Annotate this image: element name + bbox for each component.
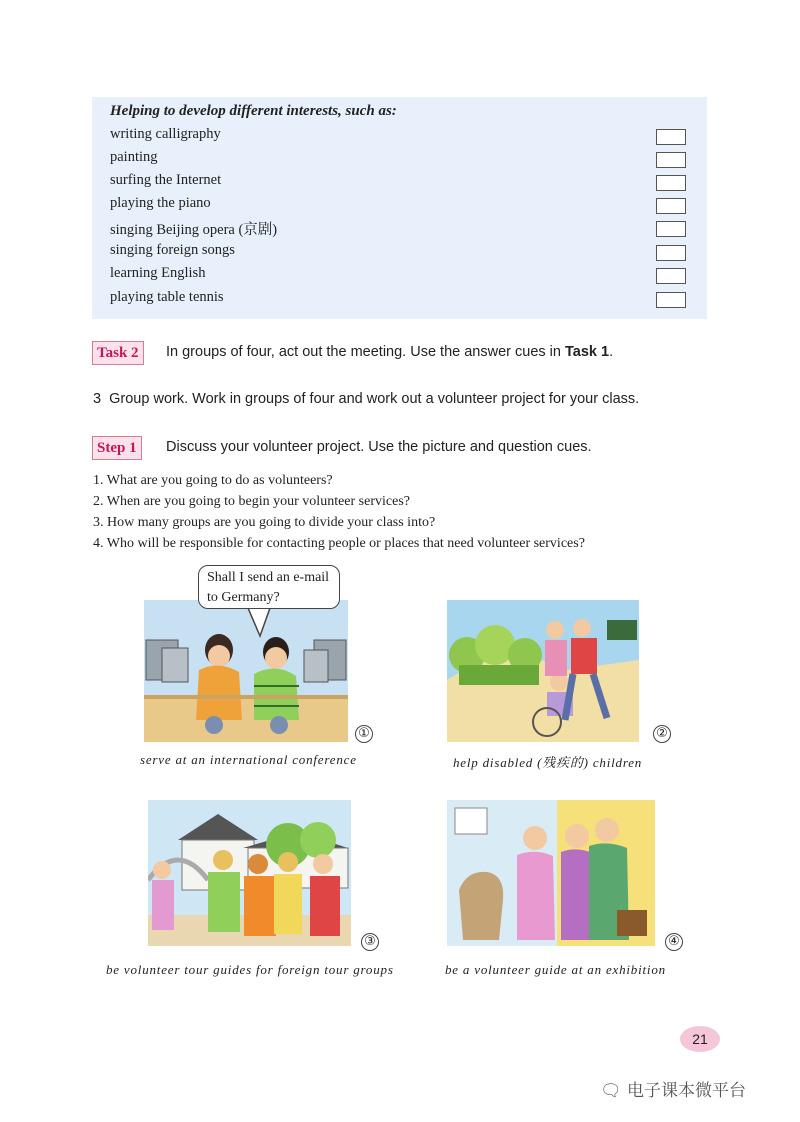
- picture-exhibition: [447, 800, 655, 946]
- section3-instruction: [93, 391, 639, 407]
- interest-checkbox[interactable]: [656, 175, 686, 191]
- interest-checkbox[interactable]: [656, 292, 686, 308]
- speech-bubble: [198, 565, 340, 609]
- picture-number: ②: [653, 725, 671, 743]
- interest-checkbox[interactable]: [656, 245, 686, 261]
- section3-number: 3: [93, 391, 102, 407]
- interest-checkbox[interactable]: [656, 268, 686, 284]
- interests-box: [92, 97, 707, 319]
- interest-item: playing table tennis: [110, 289, 224, 305]
- task2-instruction: [166, 344, 613, 360]
- picture-tour-guides: [148, 800, 351, 946]
- interest-item: painting: [110, 149, 158, 165]
- tour-guides-illustration: [148, 800, 351, 946]
- picture-number: ④: [665, 933, 683, 951]
- interest-item: playing the piano: [110, 195, 211, 211]
- exhibition-illustration: [447, 800, 655, 946]
- task2-end: .: [609, 344, 614, 360]
- picture-number: ①: [355, 725, 373, 743]
- picture-caption: help disabled (残疾的) children: [453, 755, 643, 770]
- question-item: 4. Who will be responsible for contacting people or places that need volunteer services?: [93, 536, 585, 551]
- task2-bold: Task 1: [564, 344, 610, 360]
- interest-checkbox[interactable]: [656, 129, 686, 145]
- speech-tail: [246, 606, 276, 638]
- interest-item: singing Beijing opera (京剧): [110, 222, 278, 238]
- step1-tag: Step 1: [92, 436, 142, 460]
- interest-checkbox[interactable]: [656, 198, 686, 214]
- interest-item: surfing the Internet: [110, 172, 222, 188]
- question-item: 2. When are you going to begin your volunteer services?: [93, 494, 410, 509]
- page-number: 21: [680, 1026, 720, 1052]
- interest-item: singing foreign songs: [110, 242, 235, 258]
- section3-text: Group work. Work in groups of four and work out a volunteer project for your class.: [109, 391, 640, 407]
- question-item: 1. What are you going to do as volunteers?: [93, 473, 333, 488]
- interests-title: Helping to develop different interests, such as:: [110, 103, 397, 119]
- interest-checkbox[interactable]: [656, 152, 686, 168]
- picture-caption: be volunteer tour guides for foreign tour groups: [106, 962, 394, 977]
- picture-number: ③: [361, 933, 379, 951]
- interest-item: writing calligraphy: [110, 126, 221, 142]
- interest-checkbox[interactable]: [656, 221, 686, 237]
- picture-caption: serve at an international conference: [140, 752, 357, 767]
- question-list: [93, 470, 585, 554]
- picture-caption: be a volunteer guide at an exhibition: [445, 962, 666, 977]
- speech-line: to Germany?: [207, 590, 280, 605]
- watermark: [600, 1076, 746, 1101]
- watermark-text: 电子课本微平台: [627, 1081, 746, 1101]
- speech-line: Shall I send an e-mail: [207, 570, 330, 585]
- disabled-children-illustration: [447, 600, 639, 742]
- question-item: 3. How many groups are you going to divide your class into?: [93, 515, 436, 530]
- task2-text: In groups of four, act out the meeting. Use the answer cues in: [166, 344, 565, 360]
- chat-icon: 🗨: [600, 1081, 622, 1101]
- step1-instruction: Discuss your volunteer project. Use the picture and question cues.: [166, 439, 592, 455]
- picture-disabled-children: [447, 600, 639, 742]
- task2-tag: Task 2: [92, 341, 144, 365]
- interest-item: learning English: [110, 265, 206, 281]
